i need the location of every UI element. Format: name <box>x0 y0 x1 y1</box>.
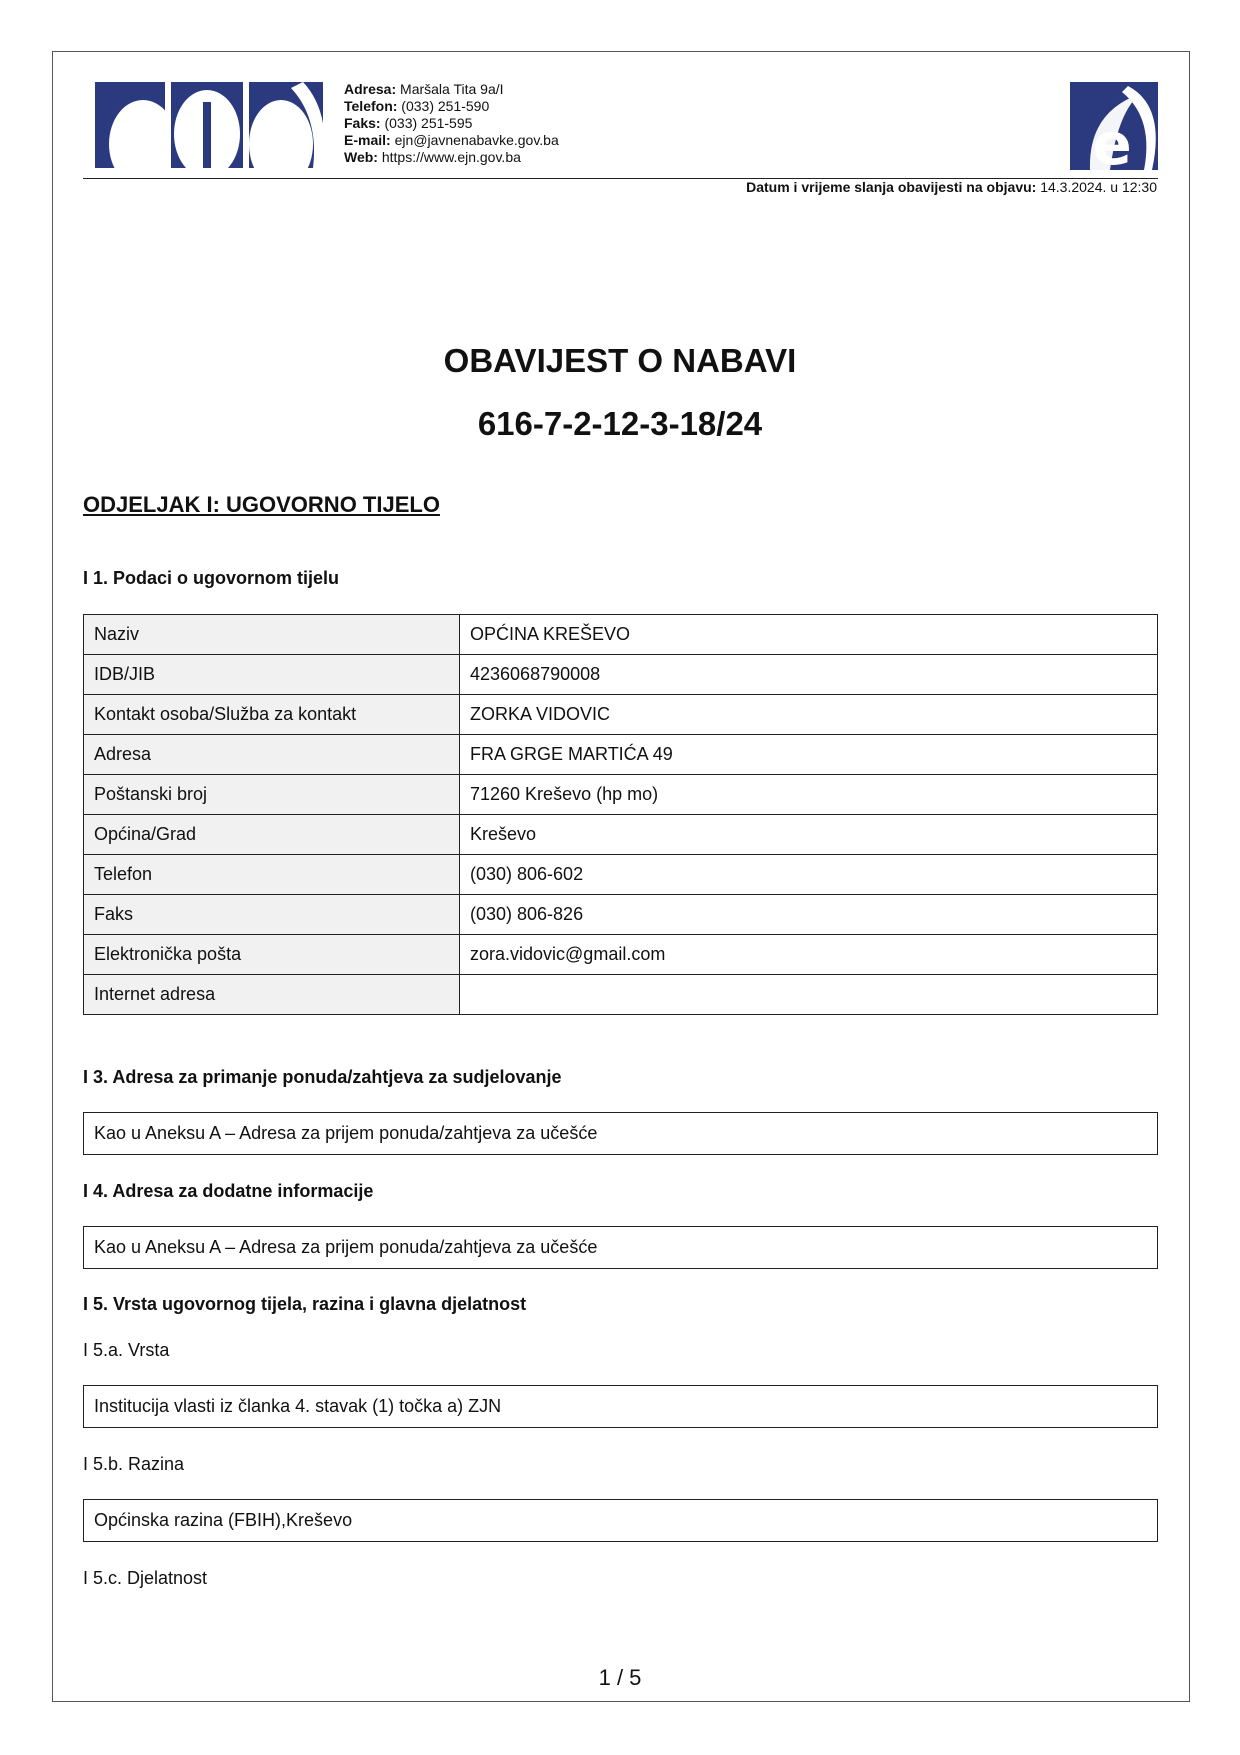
contact-phone: Telefon: (033) 251-590 <box>344 98 490 114</box>
row-value: (030) 806-602 <box>460 855 1158 895</box>
row-key: IDB/JIB <box>84 655 460 695</box>
document-number: 616-7-2-12-3-18/24 <box>477 405 763 442</box>
i3-value-box <box>83 1112 1158 1155</box>
i4-value: Kao u Aneksu A – Adresa za prijem ponuda/zahtjeva za učešće <box>94 1237 598 1257</box>
i5b-label: I 5.b. Razina <box>83 1454 185 1474</box>
row-key: Telefon <box>84 855 460 895</box>
row-key: Kontakt osoba/Služba za kontakt <box>84 695 460 735</box>
i5b-value-box <box>83 1499 1158 1542</box>
table-row <box>84 895 1158 935</box>
row-value: ZORKA VIDOVIC <box>460 695 1158 735</box>
i5a-label: I 5.a. Vrsta <box>83 1340 170 1360</box>
table-row <box>84 855 1158 895</box>
row-value: FRA GRGE MARTIĆA 49 <box>460 735 1158 775</box>
ejn-e-logo <box>1070 82 1158 170</box>
row-key: Naziv <box>84 615 460 655</box>
section-heading: ODJELJAK I: UGOVORNO TIJELO <box>83 492 440 517</box>
ejn-logo <box>95 82 323 168</box>
i3-value: Kao u Aneksu A – Adresa za prijem ponuda/zahtjeva za učešće <box>94 1123 598 1143</box>
contact-web: Web: https://www.ejn.gov.ba <box>344 149 521 165</box>
row-value: (030) 806-826 <box>460 895 1158 935</box>
i5a-value: Institucija vlasti iz članka 4. stavak (1) točka a) ZJN <box>94 1396 502 1416</box>
table-row <box>84 775 1158 815</box>
row-key: Faks <box>84 895 460 935</box>
i4-heading: I 4. Adresa za dodatne informacije <box>83 1181 374 1201</box>
row-key: Adresa <box>84 735 460 775</box>
row-value: OPĆINA KREŠEVO <box>460 615 1158 655</box>
row-value: 71260 Kreševo (hp mo) <box>460 775 1158 815</box>
table-row <box>84 695 1158 735</box>
row-value: zora.vidovic@gmail.com <box>460 935 1158 975</box>
table-row <box>84 615 1158 655</box>
row-key: Općina/Grad <box>84 815 460 855</box>
table-row <box>84 655 1158 695</box>
send-datetime: Datum i vrijeme slanja obavijesti na objavu: 14.3.2024. u 12:30 <box>746 179 1157 195</box>
i3-heading: I 3. Adresa za primanje ponuda/zahtjeva za sudjelovanje <box>83 1067 562 1087</box>
table-row <box>84 735 1158 775</box>
contact-address: Adresa: Maršala Tita 9a/I <box>344 81 504 97</box>
row-key: Elektronička pošta <box>84 935 460 975</box>
row-value: 4236068790008 <box>460 655 1158 695</box>
document-title: OBAVIJEST O NABAVI <box>443 342 797 379</box>
i4-value-box <box>83 1226 1158 1269</box>
row-key: Poštanski broj <box>84 775 460 815</box>
i5a-value-box <box>83 1385 1158 1428</box>
table-row <box>84 975 1158 1015</box>
svg-text:e: e <box>1092 110 1132 170</box>
contact-block <box>344 81 559 166</box>
i1-heading: I 1. Podaci o ugovornom tijelu <box>83 568 340 588</box>
i5c-label: I 5.c. Djelatnost <box>83 1568 208 1588</box>
row-value: Kreševo <box>460 815 1158 855</box>
contact-fax: Faks: (033) 251-595 <box>344 115 473 131</box>
contact-email: E-mail: ejn@javnenabavke.gov.ba <box>344 132 559 148</box>
table-row <box>84 935 1158 975</box>
table-row <box>84 815 1158 855</box>
row-key: Internet adresa <box>84 975 460 1015</box>
page-number: 1 / 5 <box>598 1665 642 1690</box>
row-value <box>460 975 1158 1015</box>
contracting-authority-table <box>83 614 1158 1015</box>
i5b-value: Općinska razina (FBIH),Kreševo <box>94 1510 353 1530</box>
i5-heading: I 5. Vrsta ugovornog tijela, razina i glavna djelatnost <box>83 1294 527 1314</box>
